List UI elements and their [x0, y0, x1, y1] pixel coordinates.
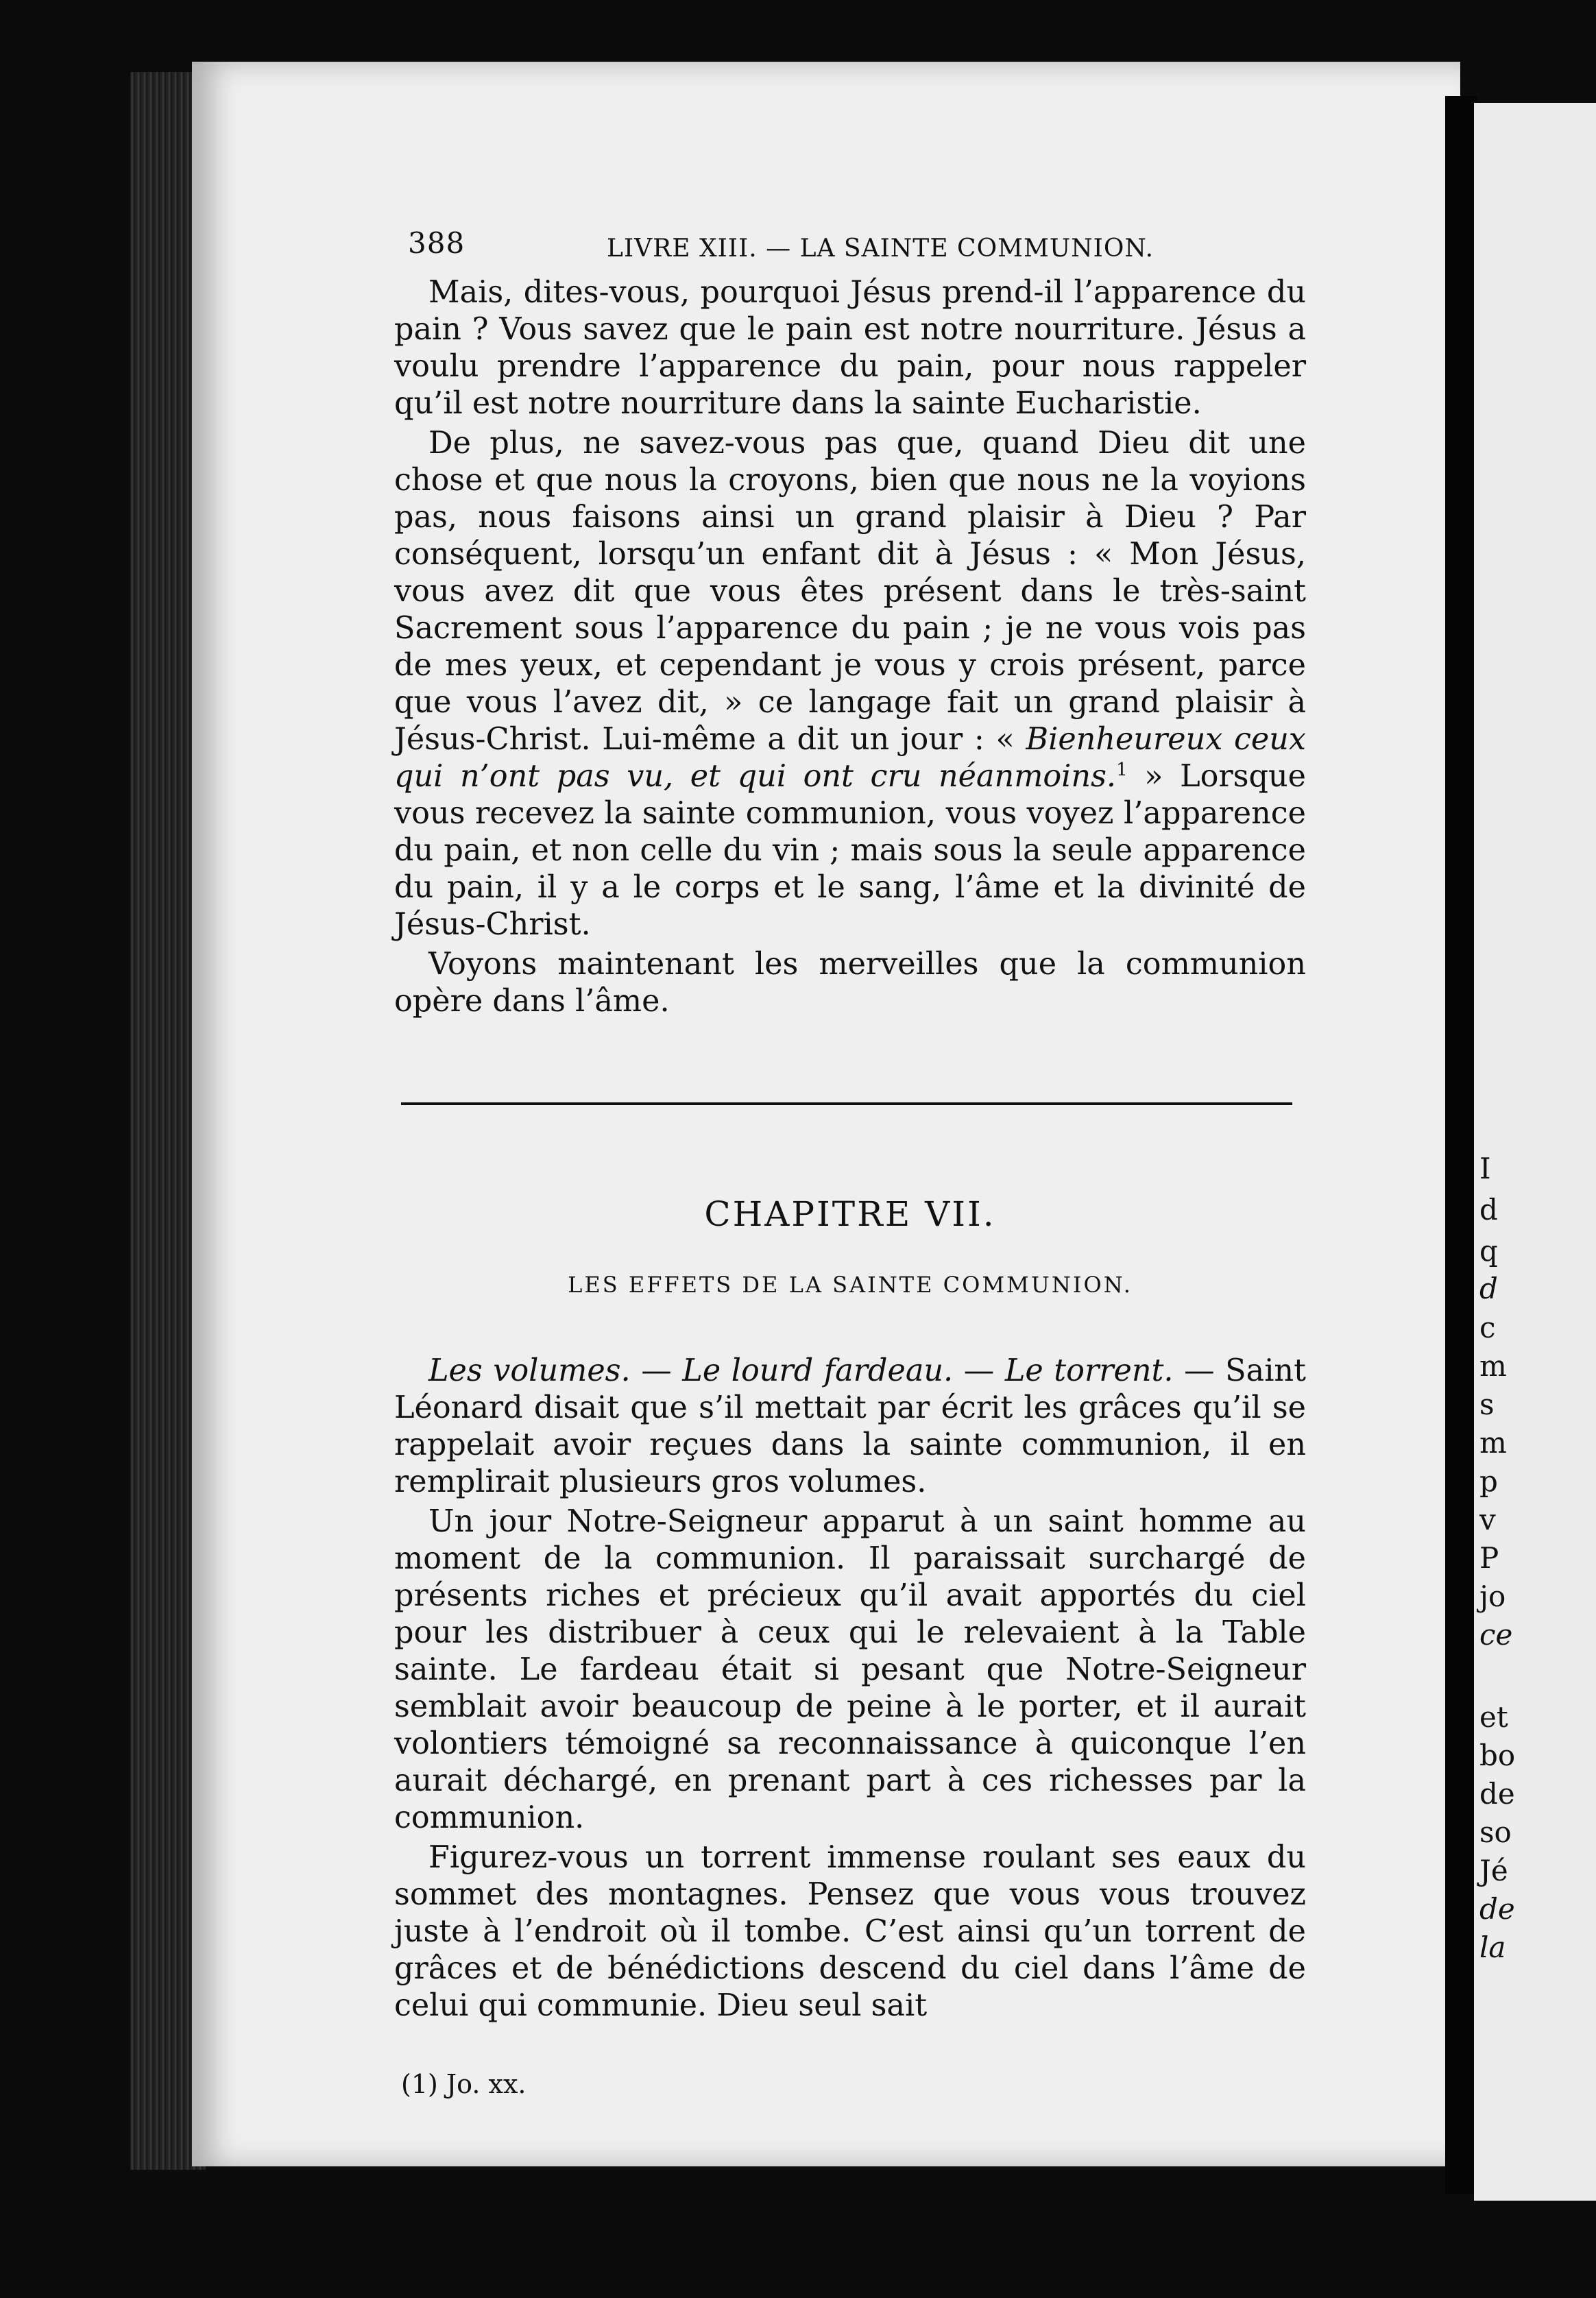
separator: —	[953, 1353, 1005, 1388]
next-page-text-fragment: de	[1479, 1892, 1515, 1926]
next-page-text-fragment: c	[1479, 1311, 1496, 1344]
paragraph: Voyons maintenant les merveilles que la communion opère dans l’âme.	[394, 947, 1306, 1019]
page-number: 388	[408, 226, 466, 260]
next-page-text-fragment: d	[1479, 1272, 1498, 1305]
next-page-text-fragment: d	[1479, 1193, 1498, 1226]
next-page-text-fragment: de	[1479, 1777, 1515, 1811]
chapter-title: CHAPITRE VII.	[704, 1194, 996, 1234]
next-page-text-fragment: bo	[1479, 1739, 1516, 1772]
next-page-text-fragment: so	[1479, 1815, 1512, 1849]
next-page-text-fragment: jo	[1479, 1580, 1506, 1613]
section-keyword: Le lourd fardeau.	[682, 1353, 954, 1388]
next-page-text-fragment: la	[1479, 1931, 1506, 1964]
footnote: (1) Jo. xx.	[401, 2069, 527, 2099]
next-page-text-fragment: v	[1479, 1503, 1496, 1536]
section-keyword: Les volumes.	[428, 1353, 631, 1388]
next-page-text-fragment: s	[1479, 1388, 1495, 1421]
page-text-block	[394, 226, 1306, 2099]
book-gutter	[1445, 96, 1477, 2194]
chapter-subtitle: LES EFFETS DE LA SAINTE COMMUNION.	[568, 1272, 1133, 1298]
next-page-text-fragment: m	[1479, 1349, 1507, 1383]
paragraph: Figurez-vous un torrent immense roulant ses eaux du sommet des montagnes. Pensez que vous vous trouvez juste à l’endroit où il tombe. C’est ainsi qu’un torrent de grâces et de bénédictions descend du ciel dans l’âme de celui qui communie. Dieu seul sait	[394, 1840, 1306, 2023]
adjacent-page-fragment	[1474, 103, 1596, 2201]
running-head	[394, 226, 1306, 274]
running-head-title: LIVRE XIII. — LA SAINTE COMMUNION.	[607, 234, 1154, 263]
separator: —	[630, 1353, 683, 1388]
paragraph: Mais, dites-vous, pourquoi Jésus prend-il l’apparence du pain ? Vous savez que le pain est notre nourriture. Jésus a voulu prendre l’apparence du pain, pour nous rappeler qu’il est notre nourriture dans la sainte Eucharistie.	[394, 275, 1306, 421]
next-page-text-fragment: I	[1479, 1152, 1491, 1185]
next-page-text-fragment: ce	[1479, 1618, 1513, 1652]
paragraph	[394, 425, 1306, 943]
scripture-quote: Bienheureux ceux qui n’ont pas vu, et qui ont cru néanmoins.	[394, 722, 1306, 794]
paragraph: Un jour Notre-Seigneur apparut à un saint homme au moment de la communion. Il paraissait surchargé de présents riches et précieux qu’il avait apportés du ciel pour les distribuer à ceux qui le relevaient à la Table sainte. Le fardeau était si pesant que Notre-Seigneur semblait avoir beaucoup de peine à le porter, et il aurait volontiers témoigné sa reconnaissance à quiconque l’en aurait déchargé, en prenant part à ces richesses par la communion.	[394, 1504, 1306, 1835]
section-divider	[401, 1102, 1292, 1105]
paragraph-text: — Saint Léonard disait que s’il mettait par écrit les grâces qu’il se rappelait avoir reçues dans la sainte communion, il en remplirait plusieurs gros volumes.	[394, 1353, 1306, 1499]
next-page-text-fragment: et	[1479, 1700, 1508, 1734]
next-page-text-fragment: m	[1479, 1426, 1507, 1460]
section-keyword: Le torrent.	[1004, 1353, 1174, 1388]
next-page-text-fragment: P	[1479, 1541, 1499, 1575]
next-page-text-fragment: q	[1479, 1234, 1498, 1268]
footnote-marker: 1	[1116, 760, 1128, 781]
next-page-text-fragment: p	[1479, 1464, 1498, 1498]
next-page-text-fragment: Jé	[1479, 1854, 1508, 1887]
paragraph-text: » Lorsque vous recevez la sainte communion, vous voyez l’apparence du pain, et non celle du vin ; mais sous la seule apparence du pain, il y a le corps et le sang, l’âme et la divinité de Jésus-Christ.	[394, 759, 1306, 942]
paragraph-text: De plus, ne savez-vous pas que, quand Dieu dit une chose et que nous la croyons, bien que nous ne la voyions pas, nous faisons ainsi un grand plaisir à Dieu ? Par conséquent, lorsqu’un enfant dit à Jésus : « Mon Jésus, vous avez dit que vous êtes présent dans le très-saint Sacrement sous l’apparence du pain ; je ne vous vois pas de mes yeux, et cependant je vous y crois présent, parce que vous l’avez dit, » ce langage fait un grand plaisir à Jésus-Christ. Lui-même a dit un jour : «	[394, 426, 1306, 757]
paragraph	[394, 1353, 1306, 1501]
